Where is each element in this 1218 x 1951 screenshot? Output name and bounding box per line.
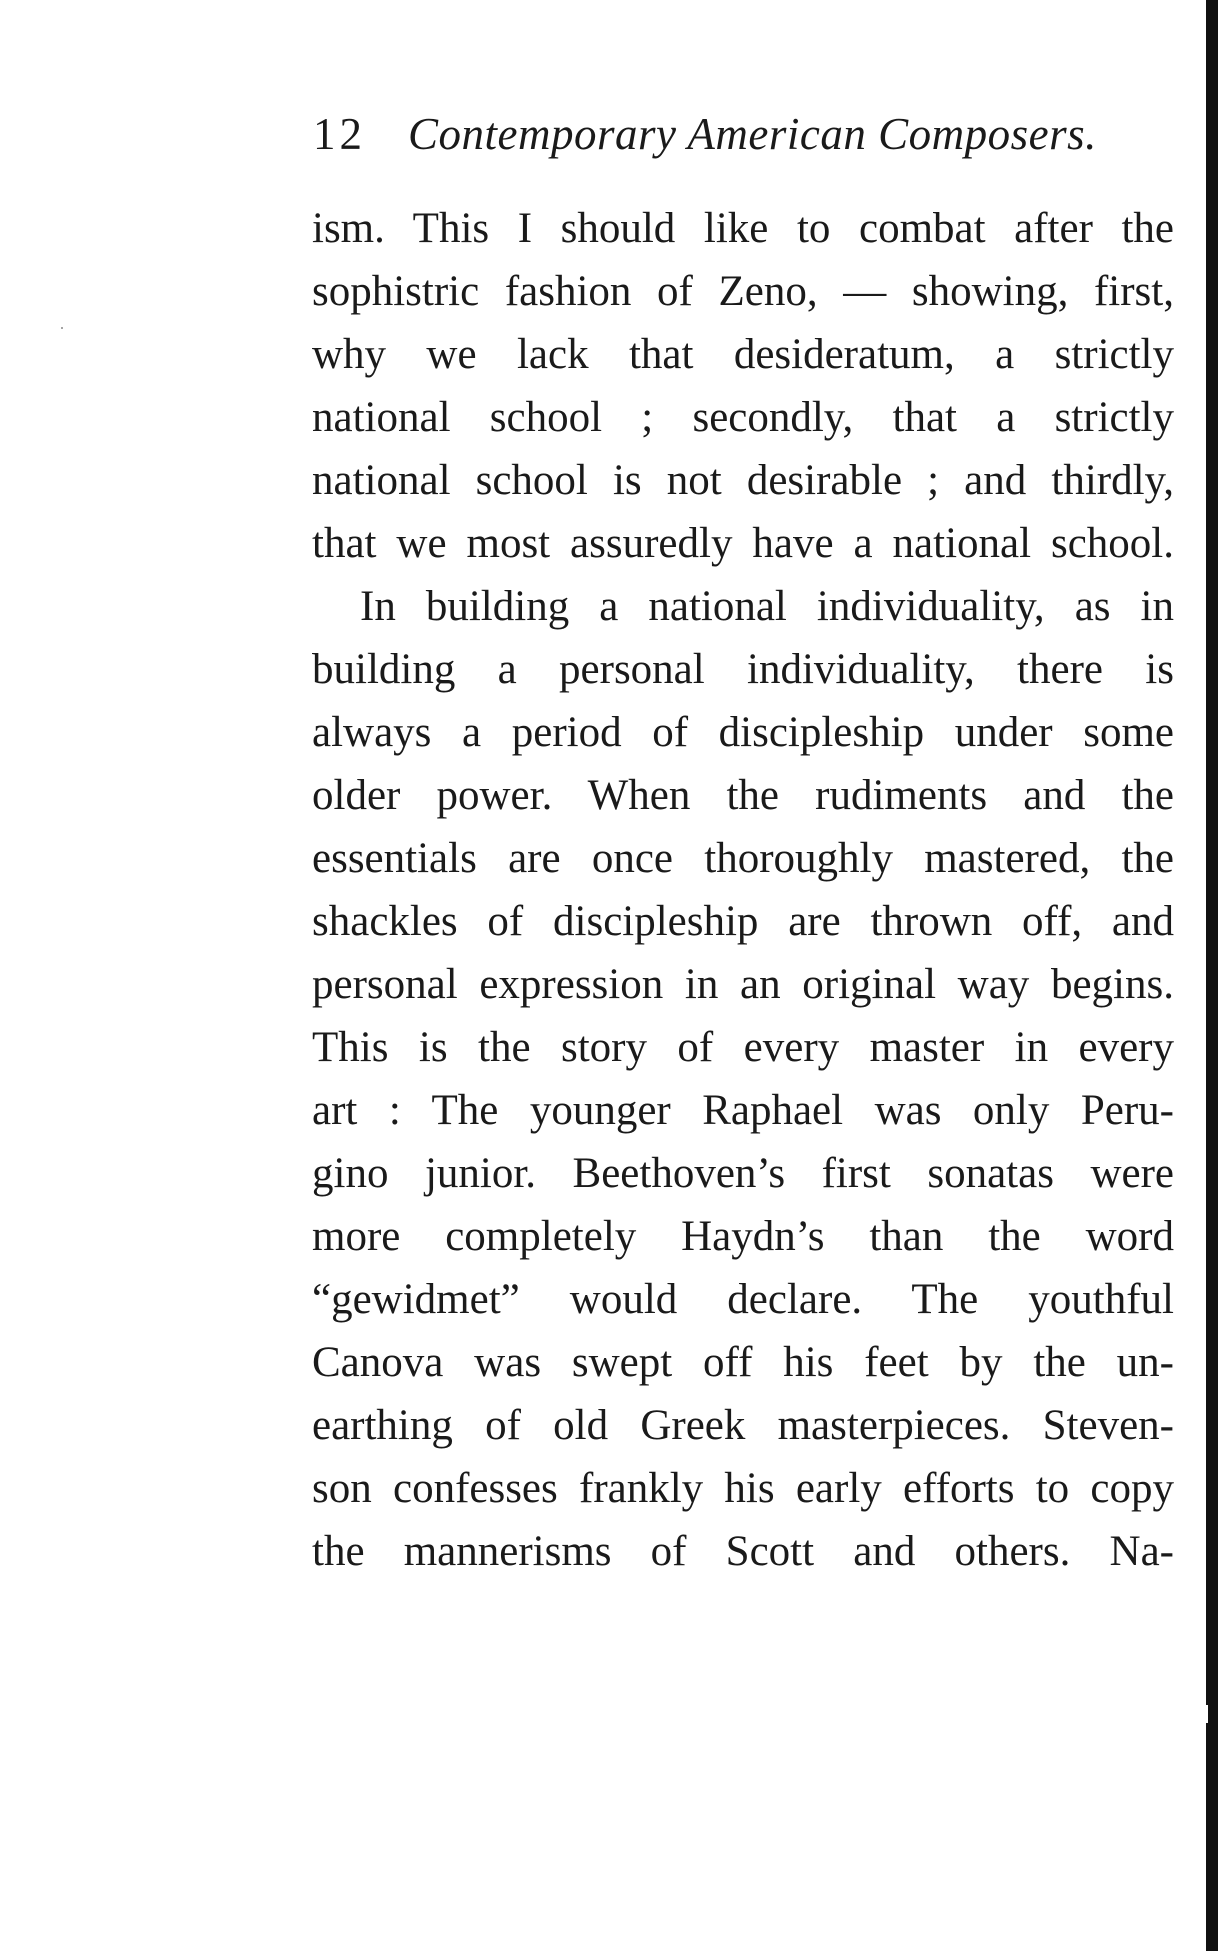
text-line-13: personal expression in an original way begins. (312, 961, 1174, 1008)
text-line-9: always a period of discipleship under some (312, 709, 1174, 756)
text-line-2: sophistric fashion of Zeno, — showing, first, (312, 268, 1174, 315)
page-edge-notch (1204, 1705, 1208, 1723)
text-line-17: more completely Haydn’s than the word (312, 1213, 1174, 1260)
text-line-15: art : The younger Raphael was only Peru- (312, 1087, 1174, 1134)
text-line-10: older power. When the rudiments and the (312, 772, 1174, 819)
text-line-4: national school ; secondly, that a strictly (312, 394, 1174, 441)
text-line-20: earthing of old Greek masterpieces. Steven- (312, 1402, 1174, 1449)
page-edge-shadow (1206, 0, 1218, 1951)
text-line-14: This is the story of every master in every (312, 1024, 1174, 1071)
running-head (313, 108, 1173, 160)
text-line-7: In building a national individuality, as in (360, 583, 1174, 630)
text-line-21: son confesses frankly his early efforts to copy (312, 1465, 1174, 1512)
running-title: Contemporary American Composers. (408, 109, 1097, 159)
text-line-1: ism. This I should like to combat after the (312, 205, 1174, 252)
body-text (312, 197, 1174, 1583)
text-line-18: “gewidmet” would declare. The youthful (312, 1276, 1174, 1323)
text-line-11: essentials are once thoroughly mastered, the (312, 835, 1174, 882)
page-speck (61, 327, 63, 329)
text-line-16: gino junior. Beethoven’s first sonatas were (312, 1150, 1174, 1197)
text-line-12: shackles of discipleship are thrown off, and (312, 898, 1174, 945)
text-line-8: building a personal individuality, there is (312, 646, 1174, 693)
text-line-19: Canova was swept off his feet by the un- (312, 1339, 1174, 1386)
page-number: 12 (313, 109, 366, 159)
text-line-6: that we most assuredly have a national school. (312, 520, 1174, 567)
text-line-5: national school is not desirable ; and thirdly, (312, 457, 1174, 504)
text-line-22: the mannerisms of Scott and others. Na- (312, 1528, 1174, 1575)
text-line-3: why we lack that desideratum, a strictly (312, 331, 1174, 378)
